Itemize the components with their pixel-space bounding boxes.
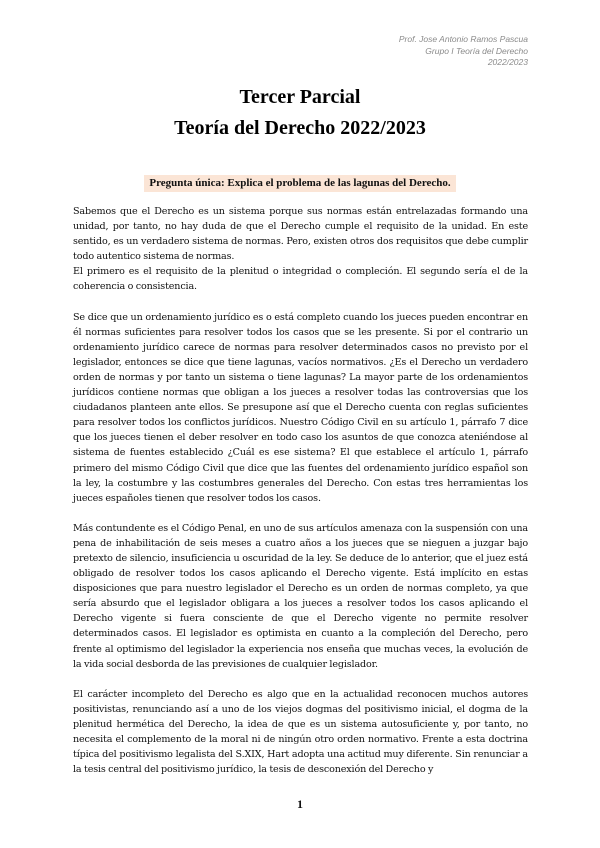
paragraph: Sabemos que el Derecho es un sistema porque sus normas están entrelazadas formando una unidad, por tanto, no hay duda de que el Derecho cumple el requisito de la unidad. En este sentido, es un verdadero sistema de normas. Pero, existen otros dos requisitos que debe cumplir todo autentico sistema de normas. [73, 206, 528, 263]
academic-year: 2022/2023 [487, 57, 528, 67]
document-body [73, 204, 528, 792]
course-group: Grupo I Teoría del Derecho [425, 45, 528, 56]
course-title: Teoría del Derecho 2022/2023 [174, 117, 426, 139]
paragraph: El primero es el requisito de la plenitud o integridad o compleción. El segundo sería el de la coherencia o consistencia. [73, 266, 528, 293]
paragraph: Se dice que un ordenamiento jurídico es o está completo cuando los jueces pueden encontrar en él normas suficientes para resolver todos los casos que se les presente. Si por el contrario un ordenamiento jurídico carece de normas para resolver determinados casos no previsto por el legislador, entonces se dice que tiene lagunas, vacíos normativos. ¿Es el Derecho un verdadero orden de normas y por tanto un sistema o tiene lagunas? La mayor parte de los ordenamientos jurídicos contiene normas que obligan a los jueces a resolver todas las controversias que los ciudadanos planteen ante ellos. Se presupone así que el Derecho cuenta con reglas suficientes para resolver todos los conflictos jurídicos. Nuestro Código Civil en su artículo 1, párrafo 7 dice que los jueces tienen el deber resolver en todo caso los asuntos de que conozca ateniéndose al sistema de fuentes establecido ¿Cuál es ese sistema? El que establece el artículo 1, párrafo primero del mismo Código Civil que dice que las fuentes del ordenamiento jurídico español son la ley, la costumbre y las costumbres generales del Derecho. Con estas tres herramientas los jueces españoles tienen que resolver todos los casos. [73, 311, 528, 504]
paragraph: El carácter incompleto del Derecho es algo que en la actualidad reconocen muchos autores positivistas, renunciando así a uno de los viejos dogmas del positivismo inicial, el dogma de la plenitud hermética del Derecho, la idea de que es un sistema autosuficiente y, por tanto, no necesita el complemento de la moral ni de ningún otro orden normativo. Frente a esta doctrina típica del positivismo legalista del S.XIX, Hart adopta una actitud muy diferente. Sin renunciar a la tesis central del positivismo jurídico, la tesis de desconexión del Derecho y [73, 688, 528, 776]
question-text: Pregunta única: Explica el problema de las lagunas del Derecho. [144, 175, 455, 192]
question-block [0, 171, 600, 192]
author-name: Prof. Jose Antonio Ramos Pascua [398, 34, 528, 44]
exam-title: Tercer Parcial [239, 86, 361, 108]
paragraph: Más contundente es el Código Penal, en uno de sus artículos amenaza con la suspensión con una pena de inhabilitación de seis meses a cuatro años a los jueces que se nieguen a juzgar bajo pretexto de silencio, insuficiencia u oscuridad de la ley. Se deduce de lo anterior, que el juez está obligado de resolver todos los casos aplicando el Derecho vigente. Está implícito en estas disposiciones que para nuestro legislador el Derecho es un orden de normas completo, ya que sería absurdo que el legislador obligara a los jueces a resolver todos los casos aplicando el Derecho vigente si fuera consciente de que el Derecho vigente no permite resolver determinados casos. El legislador es optimista en cuanto a la compleción del Derecho, pero frente al optimismo del legislador la experiencia nos enseña que muchas veces, la evolución de la vida social desborda de las previsiones de cualquier legislador. [73, 522, 528, 670]
page-number: 1 [297, 797, 303, 811]
course-header [399, 34, 528, 69]
